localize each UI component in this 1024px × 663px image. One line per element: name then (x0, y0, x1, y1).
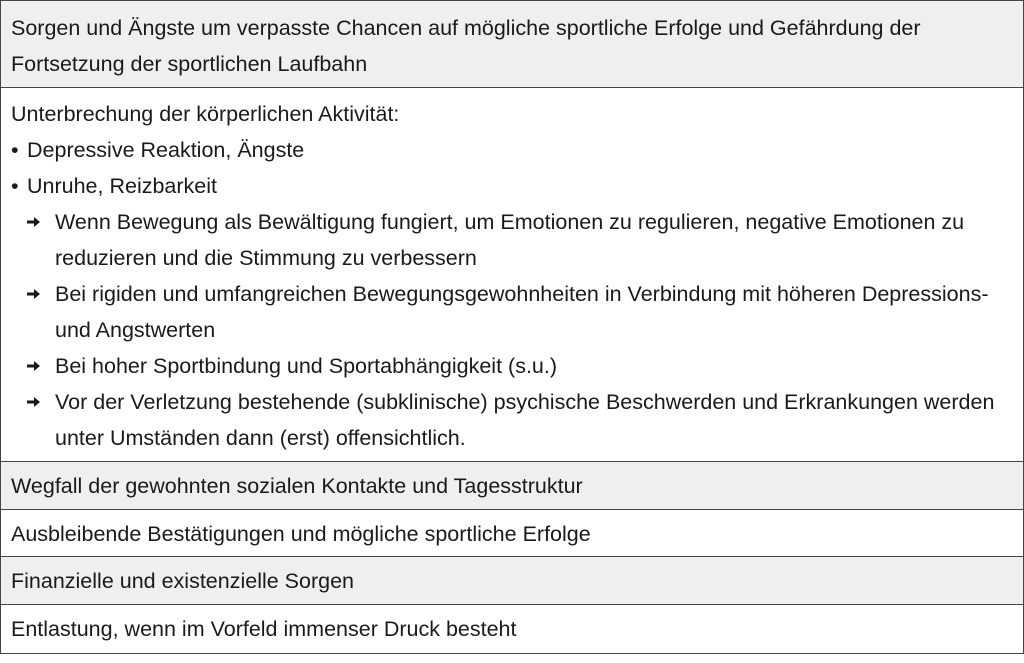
right-arrow-icon (27, 348, 55, 384)
right-arrow-icon (27, 276, 55, 312)
sub-item (11, 384, 1013, 456)
sub-item (11, 204, 1013, 276)
sub-item-text: Vor der Verletzung bestehende (subklinische) psychische Beschwerden und Erkrankungen werden unter Umständen dann (erst) offensichtlich. (55, 390, 995, 450)
sub-item-text: Bei rigiden und umfangreichen Bewegungsgewohnheiten in Verbindung mit höheren Depressions- und Angstwerten (55, 282, 989, 342)
bullet-text: Depressive Reaktion, Ängste (27, 138, 305, 162)
row-text: Sorgen und Ängste um verpasste Chancen auf mögliche sportliche Erfolge und Gefährdung der Fortsetzung der sportlichen Laufbahn (11, 16, 921, 76)
sub-item (11, 348, 1013, 384)
row-text: Finanzielle und existenzielle Sorgen (11, 569, 355, 593)
bullet-item (11, 168, 1013, 204)
table-row-financial-worries (0, 557, 1024, 605)
table-row-career-worries (0, 1, 1024, 88)
table-row-activity-interruption (0, 88, 1024, 462)
table-row-relief (0, 605, 1024, 654)
table-row-social-contacts (0, 462, 1024, 510)
bullet-item (11, 132, 1013, 168)
row-text: Wegfall der gewohnten sozialen Kontakte und Tagesstruktur (11, 474, 583, 498)
sub-item-text: Wenn Bewegung als Bewältigung fungiert, um Emotionen zu regulieren, negative Emotionen zu reduzieren und die Stimmung zu verbessern (55, 210, 965, 270)
row-text: Ausbleibende Bestätigungen und mögliche sportliche Erfolge (11, 522, 591, 546)
right-arrow-icon (27, 384, 55, 420)
bullet-text: Unruhe, Reizbarkeit (27, 174, 218, 198)
table-row-missing-confirmation (0, 510, 1024, 557)
sub-item (11, 276, 1013, 348)
row-heading: Unterbrechung der körperlichen Aktivität: (11, 102, 400, 126)
bullet-icon: • (11, 138, 19, 162)
sub-item-text: Bei hoher Sportbindung und Sportabhängigkeit (s.u.) (55, 354, 558, 378)
bullet-icon: • (11, 174, 19, 198)
right-arrow-icon (27, 204, 55, 240)
row-text: Entlastung, wenn im Vorfeld immenser Druck besteht (11, 617, 517, 641)
